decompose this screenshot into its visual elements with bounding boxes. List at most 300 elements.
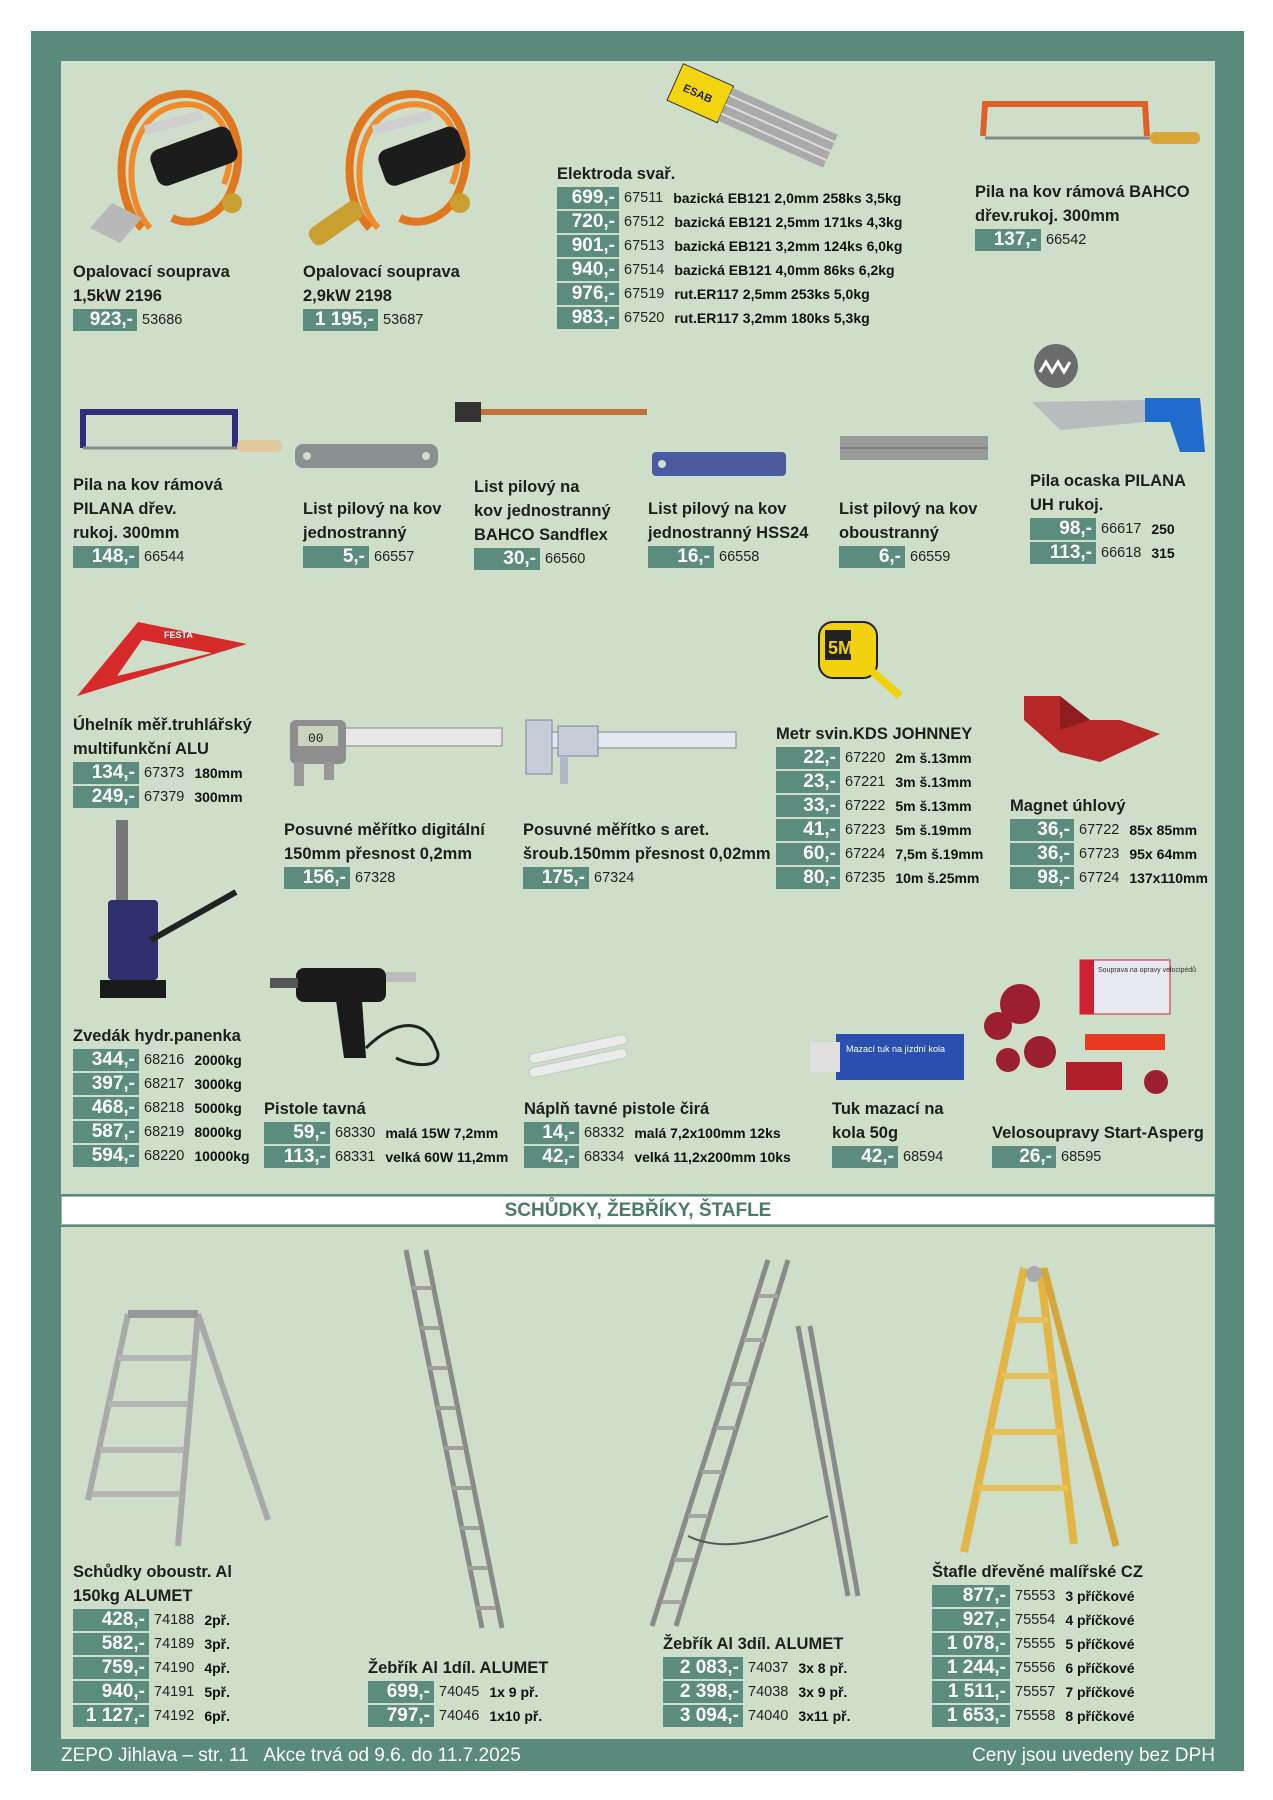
product-variant: bazická EB121 4,0mm 86ks 6,2kg [674, 262, 895, 278]
product-square-ruler [73, 713, 252, 809]
product-title: Metr svin.KDS JOHNNEY [776, 725, 973, 743]
product-code: 68218 [144, 1100, 185, 1116]
product-variant: 315 [1151, 545, 1175, 561]
price-row [73, 1048, 250, 1072]
product-vernier-caliper [523, 818, 771, 890]
product-saw-blade-hss24 [648, 497, 808, 569]
product-code: 67511 [624, 190, 664, 206]
price-row [73, 1144, 250, 1168]
product-title: Opalovací souprava [73, 263, 230, 281]
product-bike-grease [832, 1097, 944, 1169]
product-code: 53686 [142, 312, 183, 328]
product-title: Pila na kov rámová [73, 476, 223, 494]
price-row [932, 1608, 1143, 1632]
price-row [1030, 517, 1186, 541]
product-code: 66617 [1101, 521, 1142, 537]
product-title: 2,9kW 2198 [303, 287, 392, 305]
product-variant: 1x10 př. [489, 1708, 543, 1724]
product-title: Žebřík Al 1díl. ALUMET [368, 1659, 549, 1677]
price-tag: 397,- [73, 1073, 139, 1095]
price-row [663, 1680, 850, 1704]
product-code: 67514 [624, 262, 665, 278]
caliper-display-value: 00 [308, 731, 324, 746]
product-code: 74040 [748, 1708, 789, 1724]
product-code: 68594 [903, 1149, 944, 1165]
glue-sticks-image [524, 1030, 634, 1080]
hacksaw-bahco-image [975, 98, 1205, 156]
product-code: 67513 [624, 238, 665, 254]
price-row [73, 1704, 232, 1728]
saw-blade-hss-image [652, 452, 786, 476]
product-code: 68595 [1061, 1149, 1102, 1165]
product-title: Schůdky oboustr. Al [73, 1563, 232, 1581]
price-row [264, 1145, 508, 1169]
tape-measure-image [815, 616, 905, 706]
price-tag: 468,- [73, 1097, 139, 1119]
product-code: 75554 [1015, 1612, 1056, 1628]
price-row [73, 1680, 232, 1704]
product-title: Posuvné měřítko s aret. [523, 821, 710, 839]
product-code: 74188 [154, 1612, 195, 1628]
price-row [557, 282, 902, 306]
product-variant: 8 příčkové [1065, 1708, 1135, 1724]
product-code: 67222 [845, 798, 886, 814]
price-tag: 344,- [73, 1049, 139, 1071]
product-code: 68216 [144, 1052, 185, 1068]
price-tag: 60,- [776, 843, 840, 865]
price-row [557, 186, 902, 210]
product-code: 67221 [845, 774, 886, 790]
product-variant: 250 [1151, 521, 1175, 537]
hydraulic-jack-image [96, 820, 240, 1006]
price-row [368, 1704, 548, 1728]
product-code: 66544 [144, 549, 185, 565]
product-code: 74190 [154, 1660, 195, 1676]
product-title: 150kg ALUMET [73, 1587, 193, 1605]
price-tag: 1 195,- [303, 309, 378, 331]
price-row [992, 1145, 1204, 1169]
product-variant: malá 7,2x100mm 12ks [634, 1125, 781, 1141]
bike-repair-kit-image [980, 956, 1197, 1096]
product-title: šroub.150mm přesnost 0,02mm [523, 845, 771, 863]
product-code: 67519 [624, 286, 665, 302]
product-welding-electrodes [557, 162, 902, 330]
price-tag: 1 511,- [932, 1681, 1010, 1703]
price-tag: 16,- [648, 546, 714, 568]
tape-size-label: 5M [828, 638, 854, 658]
price-row [776, 770, 983, 794]
price-row [663, 1656, 850, 1680]
price-tag: 594,- [73, 1145, 139, 1167]
product-variant: 10m š.25mm [895, 870, 980, 886]
product-title: 1,5kW 2196 [73, 287, 162, 305]
product-variant: 3000kg [194, 1076, 242, 1092]
product-title: Pistole tavná [264, 1100, 366, 1118]
product-code: 68334 [584, 1149, 625, 1165]
price-row [1030, 541, 1186, 565]
price-row [776, 866, 983, 890]
product-wooden-ladder [932, 1560, 1143, 1728]
product-code: 74192 [154, 1708, 195, 1724]
price-row [524, 1145, 791, 1169]
product-saw-blade-single [303, 497, 441, 569]
product-variant: 7 příčkové [1065, 1684, 1135, 1700]
price-tag: 699,- [557, 187, 619, 209]
product-code: 74045 [439, 1684, 480, 1700]
price-row [474, 547, 611, 571]
product-code: 67324 [594, 870, 635, 886]
price-row [932, 1704, 1143, 1728]
product-saw-blade-double [839, 497, 977, 569]
product-code: 74037 [748, 1660, 789, 1676]
price-tag: 797,- [368, 1705, 434, 1727]
price-tag: 720,- [557, 211, 619, 233]
product-variant: velká 11,2x200mm 10ks [634, 1149, 791, 1165]
product-variant: 1x 9 př. [489, 1684, 539, 1700]
bike-grease-image [806, 1028, 966, 1088]
product-code: 67220 [845, 750, 886, 766]
product-code: 66618 [1101, 545, 1142, 561]
price-tag: 759,- [73, 1657, 149, 1679]
product-three-part-ladder [663, 1632, 850, 1728]
product-variant: 5př. [204, 1684, 231, 1700]
product-title: Pila ocaska PILANA [1030, 472, 1186, 490]
product-variant: malá 15W 7,2mm [385, 1125, 499, 1141]
price-row [776, 818, 983, 842]
product-code: 74046 [439, 1708, 480, 1724]
price-tag: 1 127,- [73, 1705, 149, 1727]
price-row [557, 258, 902, 282]
product-variant: 3x11 př. [798, 1708, 851, 1724]
price-tag: 2 083,- [663, 1657, 743, 1679]
product-title: Magnet úhlový [1010, 797, 1126, 815]
product-title: List pilový na kov [839, 500, 978, 518]
product-title: Posuvné měřítko digitální [284, 821, 485, 839]
price-tag: 80,- [776, 867, 840, 889]
product-variant: 7,5m š.19mm [895, 846, 984, 862]
product-variant: 5 příčkové [1065, 1636, 1135, 1652]
product-torch-set-1 [73, 260, 230, 332]
price-tag: 249,- [73, 786, 139, 808]
product-title: Opalovací souprava [303, 263, 460, 281]
price-tag: 33,- [776, 795, 840, 817]
product-variant: 3m š.13mm [895, 774, 972, 790]
product-saw-blade-bahco [474, 475, 611, 571]
price-tag: 41,- [776, 819, 840, 841]
product-title: Pila na kov rámová BAHCO [975, 183, 1190, 201]
vernier-caliper-image [520, 716, 736, 788]
price-tag: 23,- [776, 771, 840, 793]
product-variant: 3x 8 př. [798, 1660, 848, 1676]
product-variant: bazická EB121 2,0mm 258ks 3,5kg [673, 190, 902, 206]
product-code: 75553 [1015, 1588, 1056, 1604]
product-step-ladder [73, 1560, 232, 1728]
price-row [73, 1632, 232, 1656]
price-tag: 26,- [992, 1146, 1056, 1168]
product-code: 67512 [624, 214, 665, 230]
product-code: 75555 [1015, 1636, 1056, 1652]
product-hacksaw-bahco [975, 180, 1190, 252]
product-variant: 3 příčkové [1065, 1588, 1135, 1604]
price-row [284, 866, 485, 890]
square-ruler-image [72, 618, 252, 698]
three-part-ladder-image [648, 1256, 858, 1636]
hacksaw-pilana-image [75, 404, 285, 456]
product-title: Velosoupravy Start-Asperg [992, 1124, 1204, 1142]
product-hydraulic-jack [73, 1024, 250, 1168]
product-title: Elektroda svař. [557, 165, 676, 183]
price-row [776, 746, 983, 770]
price-row [839, 545, 977, 569]
glue-gun-image [266, 958, 456, 1070]
price-tag: 582,- [73, 1633, 149, 1655]
footer-price-note: Ceny jsou uvedeny bez DPH [972, 1745, 1215, 1766]
price-tag: 6,- [839, 546, 905, 568]
price-row [557, 210, 902, 234]
price-tag: 940,- [557, 259, 619, 281]
saw-blade-1-image [295, 444, 438, 468]
price-row [368, 1680, 548, 1704]
product-code: 67722 [1079, 822, 1120, 838]
price-row [1010, 842, 1208, 866]
price-tag: 2 398,- [663, 1681, 743, 1703]
product-code: 53687 [383, 312, 424, 328]
price-row [73, 308, 230, 332]
product-torch-set-2 [303, 260, 460, 332]
price-tag: 587,- [73, 1121, 139, 1143]
price-tag: 699,- [368, 1681, 434, 1703]
torch-set-1-image [72, 78, 262, 250]
product-digital-caliper [284, 818, 485, 890]
price-tag: 30,- [474, 548, 540, 570]
price-row [932, 1680, 1143, 1704]
price-tag: 5,- [303, 546, 369, 568]
price-row [524, 1121, 791, 1145]
price-tag: 927,- [932, 1609, 1010, 1631]
repair-kit-box-label: Souprava na opravy velocipédů [1098, 967, 1197, 974]
product-title: dřev.rukoj. 300mm [975, 207, 1120, 225]
product-variant: rut.ER117 2,5mm 253ks 5,0kg [674, 286, 870, 302]
product-title: kov jednostranný [474, 502, 611, 520]
product-title: PILANA dřev. [73, 500, 177, 518]
angle-magnet-image [1020, 690, 1160, 770]
digital-caliper-image [284, 716, 502, 788]
price-row [932, 1632, 1143, 1656]
price-row [73, 1096, 250, 1120]
electrode-box-label: ESAB [681, 82, 714, 106]
handsaw-image [1030, 342, 1210, 466]
product-code: 74191 [154, 1684, 195, 1700]
product-variant: 180mm [194, 765, 243, 781]
product-variant: 4 příčkové [1065, 1612, 1135, 1628]
price-row [648, 545, 808, 569]
single-ladder-image [402, 1248, 522, 1632]
price-tag: 22,- [776, 747, 840, 769]
price-tag: 59,- [264, 1122, 330, 1144]
product-bike-repair-kit [992, 1121, 1204, 1169]
price-tag: 113,- [264, 1146, 330, 1168]
price-tag: 148,- [73, 546, 139, 568]
product-title: List pilový na [474, 478, 580, 496]
price-row [73, 785, 252, 809]
product-code: 67379 [144, 789, 185, 805]
product-code: 74038 [748, 1684, 789, 1700]
price-row [1010, 818, 1208, 842]
product-handsaw-pilana [1030, 469, 1186, 565]
square-brand-label: FESTA [164, 630, 193, 640]
product-title: kola 50g [832, 1124, 899, 1142]
price-tag: 175,- [523, 867, 589, 889]
price-row [557, 306, 902, 330]
product-variant: 2m š.13mm [895, 750, 972, 766]
product-variant: bazická EB121 2,5mm 171ks 4,3kg [674, 214, 903, 230]
product-title: List pilový na kov [303, 500, 442, 518]
price-row [303, 545, 441, 569]
price-tag: 113,- [1030, 542, 1096, 564]
product-title: Štafle dřevěné malířské CZ [932, 1563, 1143, 1581]
product-title: Zvedák hydr.panenka [73, 1027, 241, 1045]
product-variant: 300mm [194, 789, 243, 805]
product-code: 75558 [1015, 1708, 1056, 1724]
product-variant: 2př. [204, 1612, 231, 1628]
price-row [975, 228, 1190, 252]
page-footer [61, 1744, 1215, 1768]
saw-blade-double-image [840, 434, 988, 462]
price-row [303, 308, 460, 332]
price-row [776, 794, 983, 818]
price-tag: 42,- [832, 1146, 898, 1168]
product-code: 68331 [335, 1149, 376, 1165]
price-tag: 923,- [73, 309, 137, 331]
product-variant: 5m š.19mm [895, 822, 972, 838]
product-variant: 3př. [204, 1636, 231, 1652]
product-code: 67223 [845, 822, 886, 838]
product-code: 66560 [545, 551, 586, 567]
price-tag: 1 653,- [932, 1705, 1010, 1727]
product-glue-gun [264, 1097, 508, 1169]
torch-set-2-image [300, 78, 490, 250]
product-variant: 6př. [204, 1708, 231, 1724]
product-code: 68217 [144, 1076, 185, 1092]
product-variant: bazická EB121 3,2mm 124ks 6,0kg [674, 238, 903, 254]
price-row [73, 1608, 232, 1632]
price-tag: 42,- [524, 1146, 579, 1168]
price-row [557, 234, 902, 258]
product-code: 67723 [1079, 846, 1120, 862]
product-title: oboustranný [839, 524, 939, 542]
product-variant: 95x 64mm [1129, 846, 1198, 862]
product-code: 75556 [1015, 1660, 1056, 1676]
saw-blade-bahco-image [455, 400, 647, 424]
price-row [264, 1121, 508, 1145]
product-title: jednostranný HSS24 [648, 524, 809, 542]
price-row [523, 866, 771, 890]
product-variant: 85x 85mm [1129, 822, 1198, 838]
product-code: 67328 [355, 870, 396, 886]
wooden-ladder-image [944, 1264, 1124, 1556]
product-single-ladder [368, 1656, 548, 1728]
product-variant: 10000kg [194, 1148, 250, 1164]
product-title: UH rukoj. [1030, 496, 1104, 514]
price-row [73, 1120, 250, 1144]
product-code: 68330 [335, 1125, 376, 1141]
price-tag: 976,- [557, 283, 619, 305]
product-variant: 5m š.13mm [895, 798, 972, 814]
price-tag: 428,- [73, 1609, 149, 1631]
price-tag: 137,- [975, 229, 1041, 251]
footer-page-info: ZEPO Jihlava – str. 11 Akce trvá od 9.6. do 11.7.2025 [61, 1745, 521, 1766]
step-ladder-image [78, 1310, 278, 1550]
product-code: 68332 [584, 1125, 625, 1141]
price-tag: 98,- [1030, 518, 1096, 540]
price-tag: 901,- [557, 235, 619, 257]
product-hacksaw-pilana [73, 473, 223, 569]
product-title: rukoj. 300mm [73, 524, 180, 542]
product-code: 66558 [719, 549, 760, 565]
grease-tube-label: Mazací tuk na jízdní kola [846, 1044, 946, 1054]
price-row [73, 545, 223, 569]
price-tag: 98,- [1010, 867, 1074, 889]
price-tag: 14,- [524, 1122, 579, 1144]
price-tag: 940,- [73, 1681, 149, 1703]
price-row [73, 1072, 250, 1096]
product-variant: 6 příčkové [1065, 1660, 1135, 1676]
product-variant: 3x 9 př. [798, 1684, 848, 1700]
price-tag: 156,- [284, 867, 350, 889]
product-code: 75557 [1015, 1684, 1056, 1700]
price-row [932, 1656, 1143, 1680]
price-tag: 36,- [1010, 843, 1074, 865]
product-tape-measure [776, 722, 983, 890]
product-variant: 137x110mm [1129, 870, 1208, 886]
product-variant: velká 60W 11,2mm [385, 1149, 509, 1165]
product-title: Úhelník měř.truhlářský [73, 716, 252, 734]
price-row [776, 842, 983, 866]
product-code: 66559 [910, 549, 951, 565]
product-title: BAHCO Sandflex [474, 526, 608, 544]
price-tag: 1 244,- [932, 1657, 1010, 1679]
product-code: 68219 [144, 1124, 185, 1140]
product-variant: rut.ER117 3,2mm 180ks 5,3kg [674, 310, 870, 326]
price-tag: 983,- [557, 307, 619, 329]
product-code: 67235 [845, 870, 886, 886]
product-code: 66542 [1046, 232, 1087, 248]
price-tag: 1 078,- [932, 1633, 1010, 1655]
product-angle-magnet [1010, 794, 1208, 890]
product-code: 67724 [1079, 870, 1120, 886]
product-code: 67373 [144, 765, 185, 781]
price-row [73, 761, 252, 785]
product-variant: 4př. [204, 1660, 231, 1676]
price-tag: 134,- [73, 762, 139, 784]
product-title: 150mm přesnost 0,2mm [284, 845, 473, 863]
product-title: multifunkční ALU [73, 740, 209, 758]
price-row [663, 1704, 850, 1728]
price-row [73, 1656, 232, 1680]
electrodes-image [655, 76, 845, 171]
product-code: 67224 [845, 846, 886, 862]
product-glue-sticks [524, 1097, 791, 1169]
price-tag: 3 094,- [663, 1705, 743, 1727]
price-row [832, 1145, 944, 1169]
product-variant: 8000kg [194, 1124, 242, 1140]
product-code: 67520 [624, 310, 665, 326]
price-row [932, 1584, 1143, 1608]
product-code: 68220 [144, 1148, 185, 1164]
product-title: Tuk mazací na [832, 1100, 944, 1118]
product-code: 66557 [374, 549, 415, 565]
price-tag: 877,- [932, 1585, 1010, 1607]
